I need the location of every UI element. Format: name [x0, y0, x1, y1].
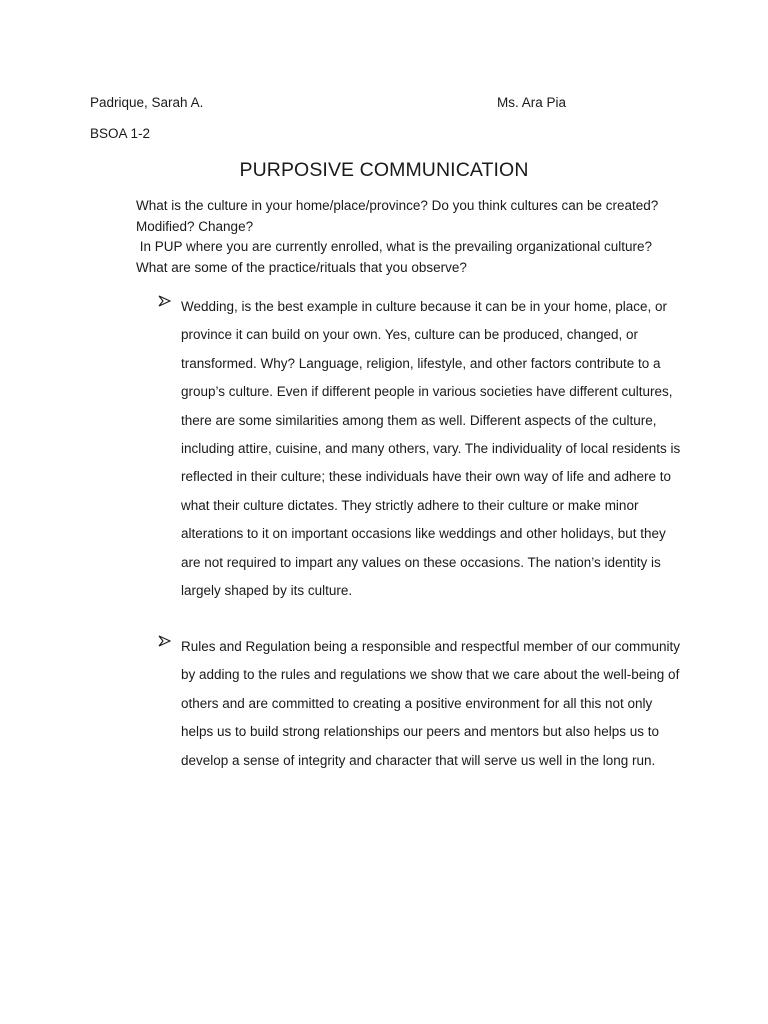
answer-bullet-1 — [158, 293, 688, 605]
answer-bullet-2 — [158, 633, 688, 775]
author-name: Padrique, Sarah A. — [90, 95, 204, 110]
question-line: What is the culture in your home/place/province? Do you think cultures can be created? — [136, 198, 659, 213]
arrow-bullet-icon — [158, 294, 172, 308]
questions-block — [136, 196, 696, 278]
answer-text: Wedding, is the best example in culture because it can be in your home, place, or province it can build on your own. Yes, culture can be produced, changed, or transformed. Why? Language, religion, lifestyle, and other factors contribute to a group’s culture. Even if different people in various societies have different cultures, there are some similarities among them as well. Different aspects of the culture, including attire, cuisine, and many others, vary. The individuality of local residents is reflected in their culture; these individuals have their own way of life and adhere to what their culture dictates. They strictly adhere to their culture or make minor alterations to it on important occasions like weddings and other holidays, but they are not required to impart any values on these occasions. The nation’s identity is largely shaped by its culture. — [181, 299, 681, 599]
answer-text: Rules and Regulation being a responsible and respectful member of our community by adding to the rules and regulations we show that we care about the well-being of others and are committed to creating a positive environment for all this not only helps us to build strong relationships our peers and mentors but also helps us to develop a sense of integrity and character that will serve us well in the long run. — [181, 639, 681, 768]
question-line: Modified? Change? — [136, 218, 254, 234]
question-line: In PUP where you are currently enrolled, what is the prevailing organizational culture? — [136, 239, 653, 254]
class-section: BSOA 1-2 — [90, 126, 151, 141]
document-title: PURPOSIVE COMMUNICATION — [239, 159, 529, 181]
teacher-name: Ms. Ara Pia — [497, 95, 567, 110]
arrow-bullet-icon — [158, 634, 172, 648]
question-line: What are some of the practice/rituals that you observe? — [136, 259, 467, 275]
